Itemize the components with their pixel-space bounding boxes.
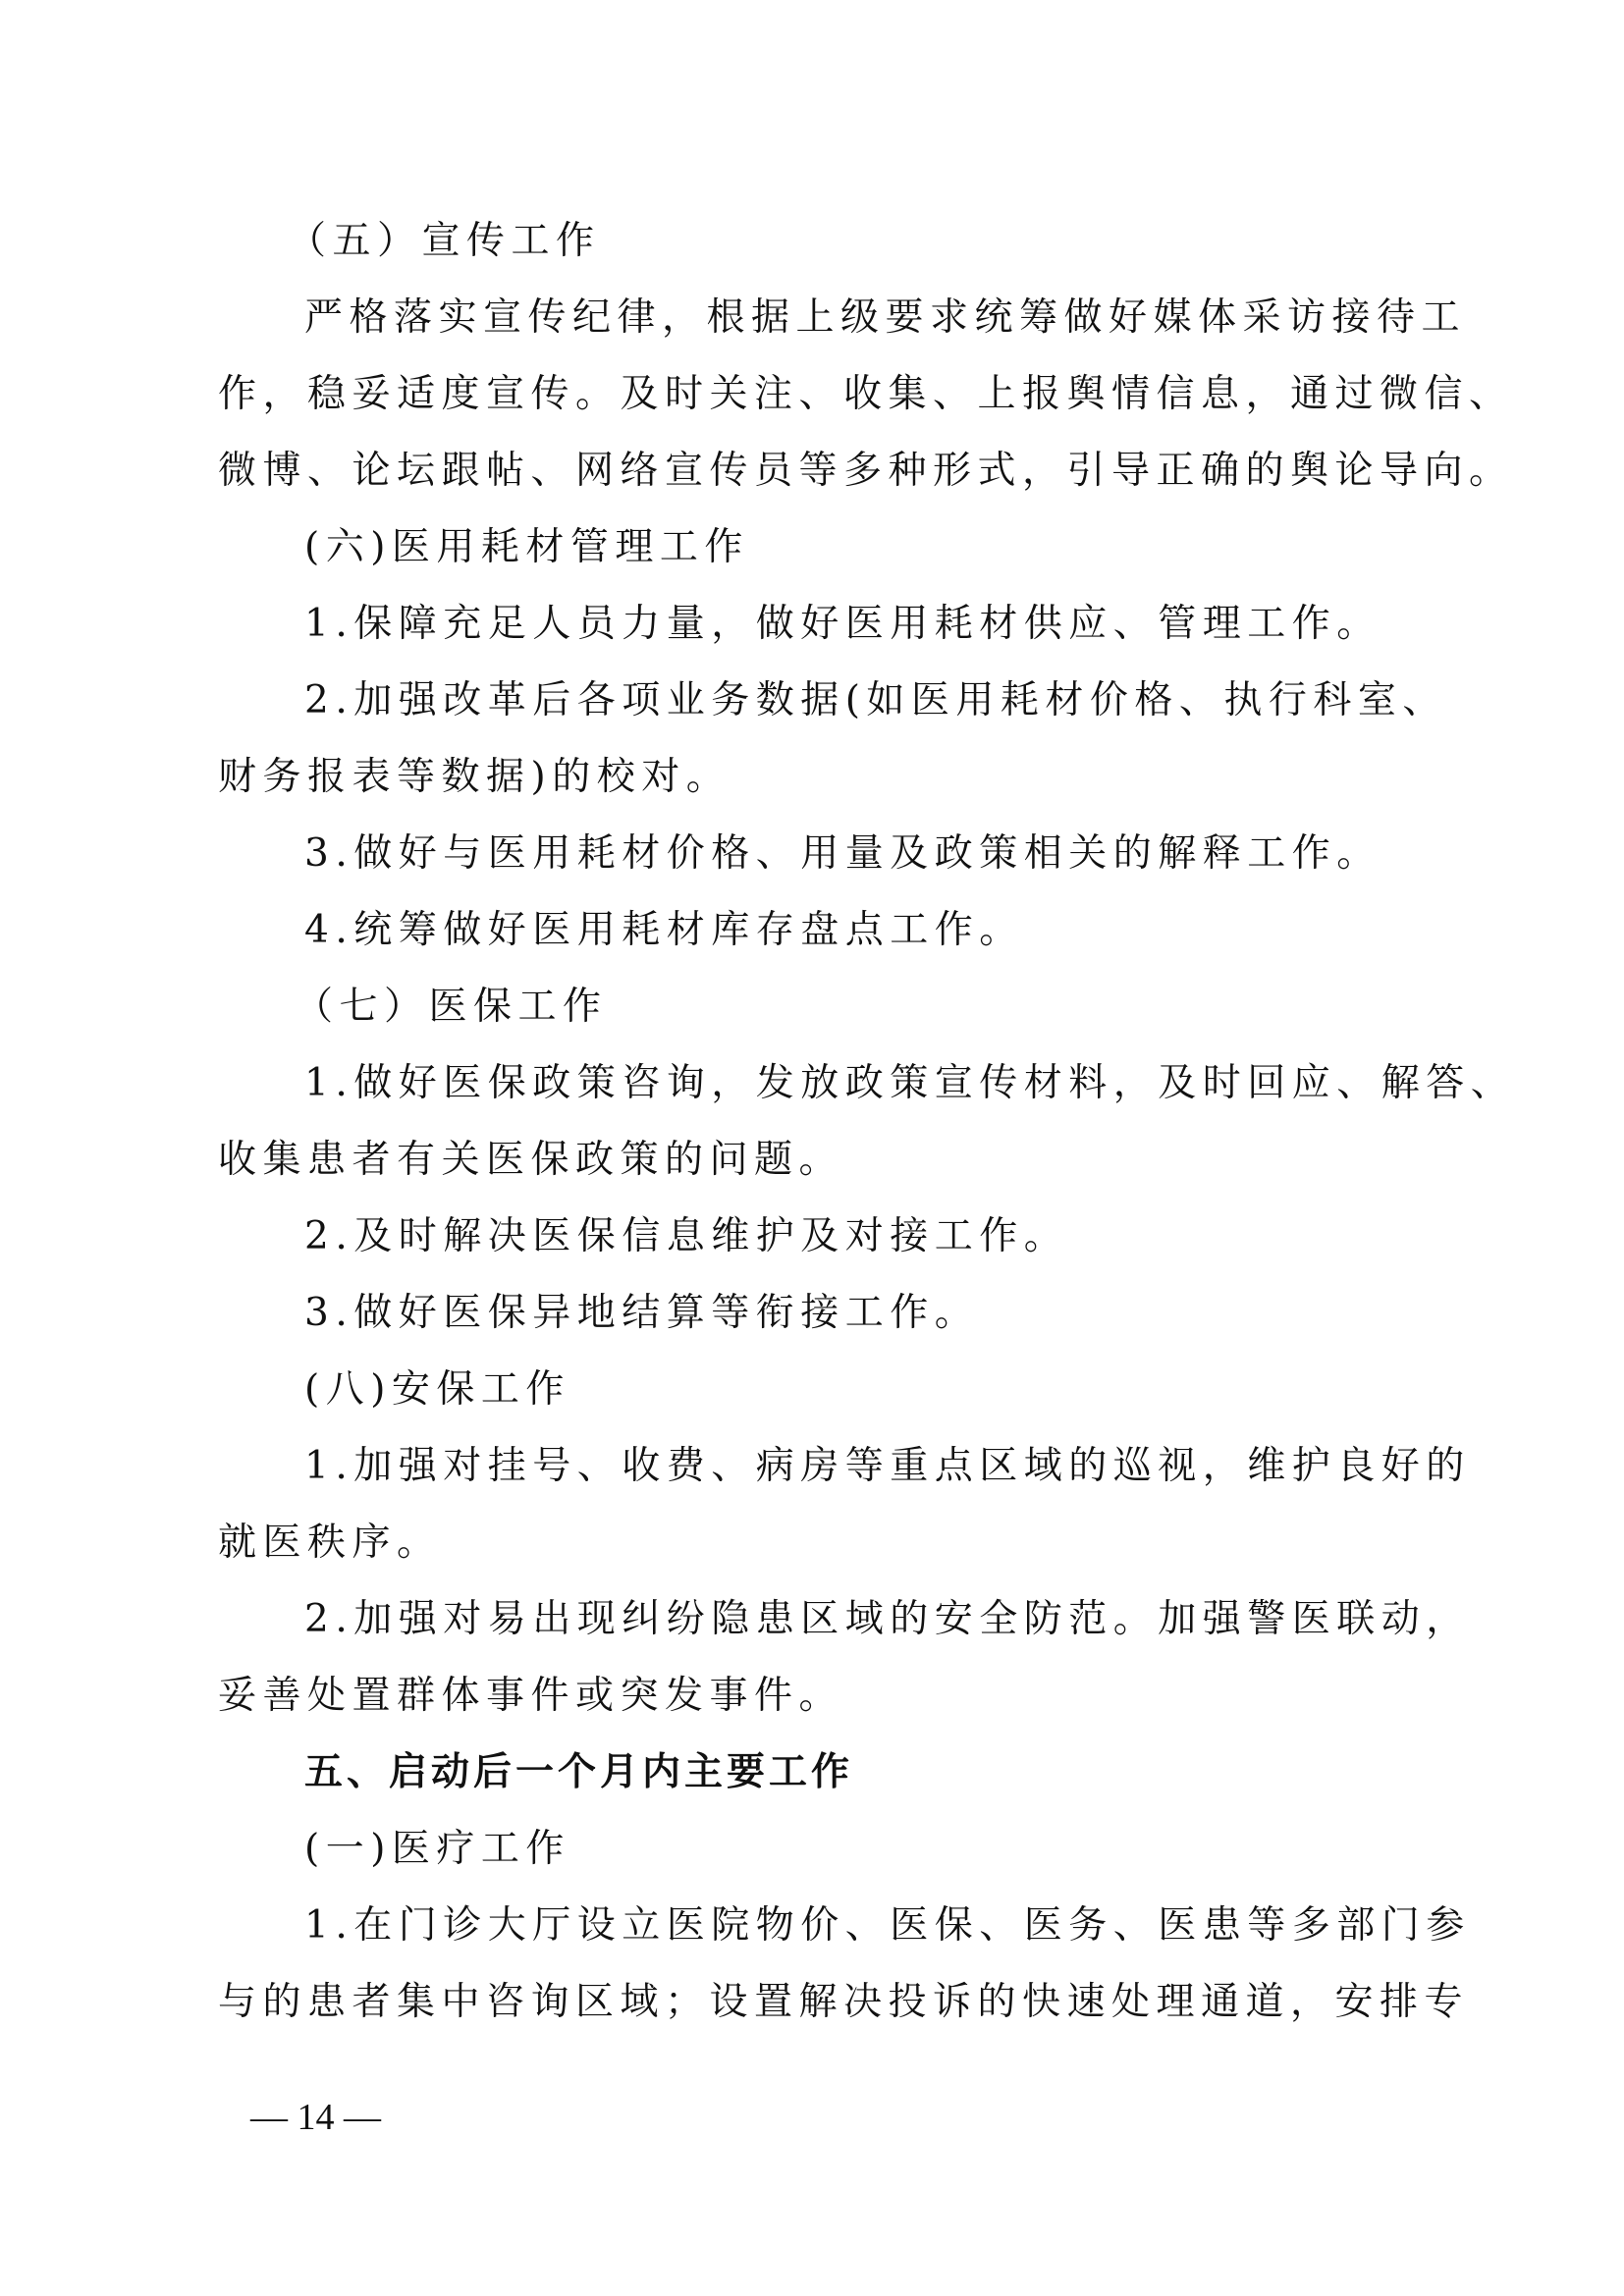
list-item: 3.做好与医用耗材价格、用量及政策相关的解释工作。 [304,831,1381,876]
section-heading-medical-insurance: （七）医保工作 [295,985,608,1029]
paragraph-line: 微博、论坛跟帖、网络宣传员等多种形式，引导正确的舆论导向。 [218,449,1514,493]
paragraph-line: 财务报表等数据)的校对。 [218,755,731,799]
list-item: 3.做好医保异地结算等衔接工作。 [304,1291,980,1335]
section-heading-medical-work: (一)医疗工作 [304,1827,570,1871]
paragraph-line: 就医秩序。 [218,1521,442,1565]
paragraph-line: 妥善处置群体事件或突发事件。 [218,1674,844,1718]
list-item: 1.在门诊大厅设立医院物价、医保、医务、医患等多部门参 [304,1903,1471,1948]
page-number: — 14 — [250,2097,381,2138]
section-heading-medical-consumables: (六)医用耗材管理工作 [304,525,749,569]
paragraph-line: 作，稳妥适度宣传。及时关注、收集、上报舆情信息，通过微信、 [218,372,1514,416]
list-item: 2.及时解决医保信息维护及对接工作。 [304,1214,1069,1258]
paragraph-line: 与的患者集中咨询区域；设置解决投诉的快速处理通道，安排专 [218,1980,1470,2024]
list-item: 1.保障充足人员力量，做好医用耗材供应、管理工作。 [304,602,1381,646]
list-item: 1.做好医保政策咨询，发放政策宣传材料，及时回应、解答、 [304,1061,1516,1105]
list-item: 1.加强对挂号、收费、病房等重点区域的巡视，维护良好的 [304,1444,1471,1488]
list-item: 2.加强改革后各项业务数据(如医用耗材价格、执行科室、 [304,678,1447,722]
paragraph-line: 收集患者有关医保政策的问题。 [218,1138,844,1182]
section-heading-publicity: （五）宣传工作 [288,219,601,263]
paragraph-line: 严格落实宣传纪律，根据上级要求统筹做好媒体采访接待工 [304,295,1467,340]
list-item: 4.统筹做好医用耗材库存盘点工作。 [304,908,1024,952]
chapter-heading: 五、启动后一个月内主要工作 [304,1750,854,1794]
section-heading-security: (八)安保工作 [304,1367,570,1412]
list-item: 2.加强对易出现纠纷隐患区域的安全防范。加强警医联动， [304,1597,1471,1641]
